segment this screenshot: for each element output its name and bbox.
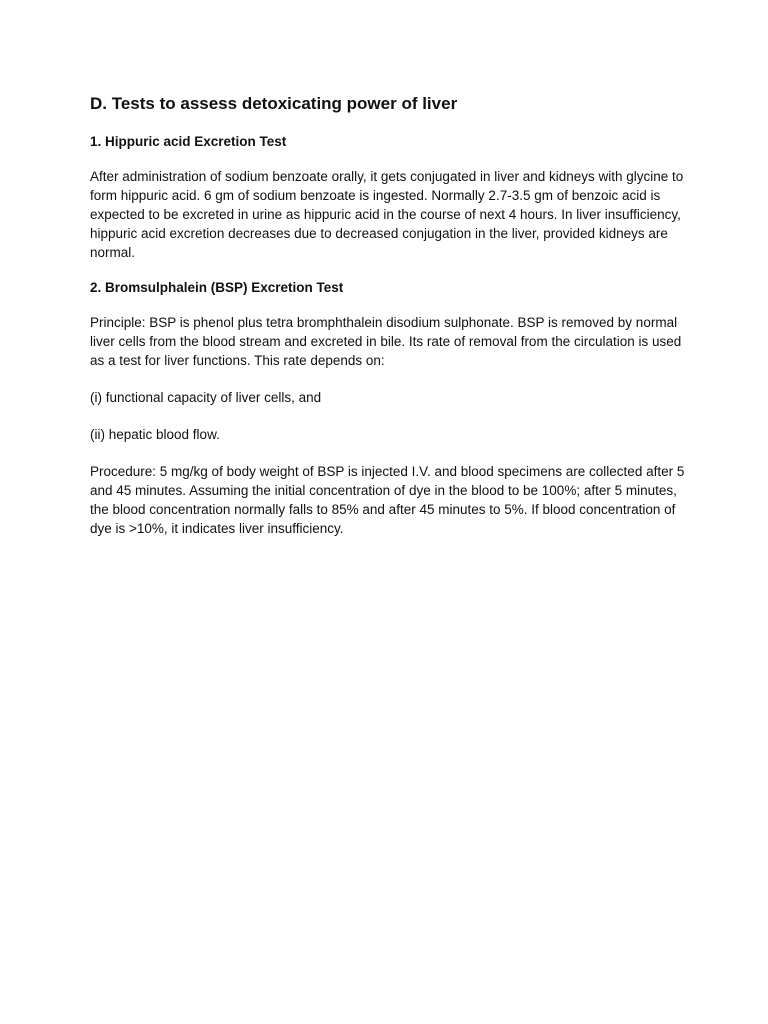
paragraph-bsp-factor-2: (ii) hepatic blood flow. [90, 427, 220, 442]
document-heading: D. Tests to assess detoxicating power of liver [90, 94, 458, 113]
document-page [90, 92, 686, 538]
paragraph-bsp-principle: Principle: BSP is phenol plus tetra bromphthalein disodium sulphonate. BSP is removed by normal liver cells from the blood stream and excreted in bile. Its rate of removal from the circulation is used as a test for liver functions. This rate depends on: [90, 315, 682, 368]
paragraph-bsp-factor-1: (i) functional capacity of liver cells, and [90, 390, 322, 405]
paragraph-hippuric-acid-description: After administration of sodium benzoate orally, it gets conjugated in liver and kidneys with glycine to form hippuric acid. 6 gm of sodium benzoate is ingested. Normally 2.7-3.5 gm of benzoic acid is expected to be excreted in urine as hippuric acid in the course of next 4 hours. In liver insufficiency, hippuric acid excretion decreases due to decreased conjugation in the liver, provided kidneys are normal. [90, 169, 684, 260]
section-heading-hippuric-acid: 1. Hippuric acid Excretion Test [90, 134, 287, 149]
section-heading-bsp: 2. Bromsulphalein (BSP) Excretion Test [90, 280, 344, 295]
paragraph-bsp-procedure: Procedure: 5 mg/kg of body weight of BSP is injected I.V. and blood specimens are collected after 5 and 45 minutes. Assuming the initial concentration of dye in the blood to be 100%; after 5 minutes, the blood concentration normally falls to 85% and after 45 minutes to 5%. If blood concentration of dye is >10%, it indicates liver insufficiency. [90, 464, 685, 536]
